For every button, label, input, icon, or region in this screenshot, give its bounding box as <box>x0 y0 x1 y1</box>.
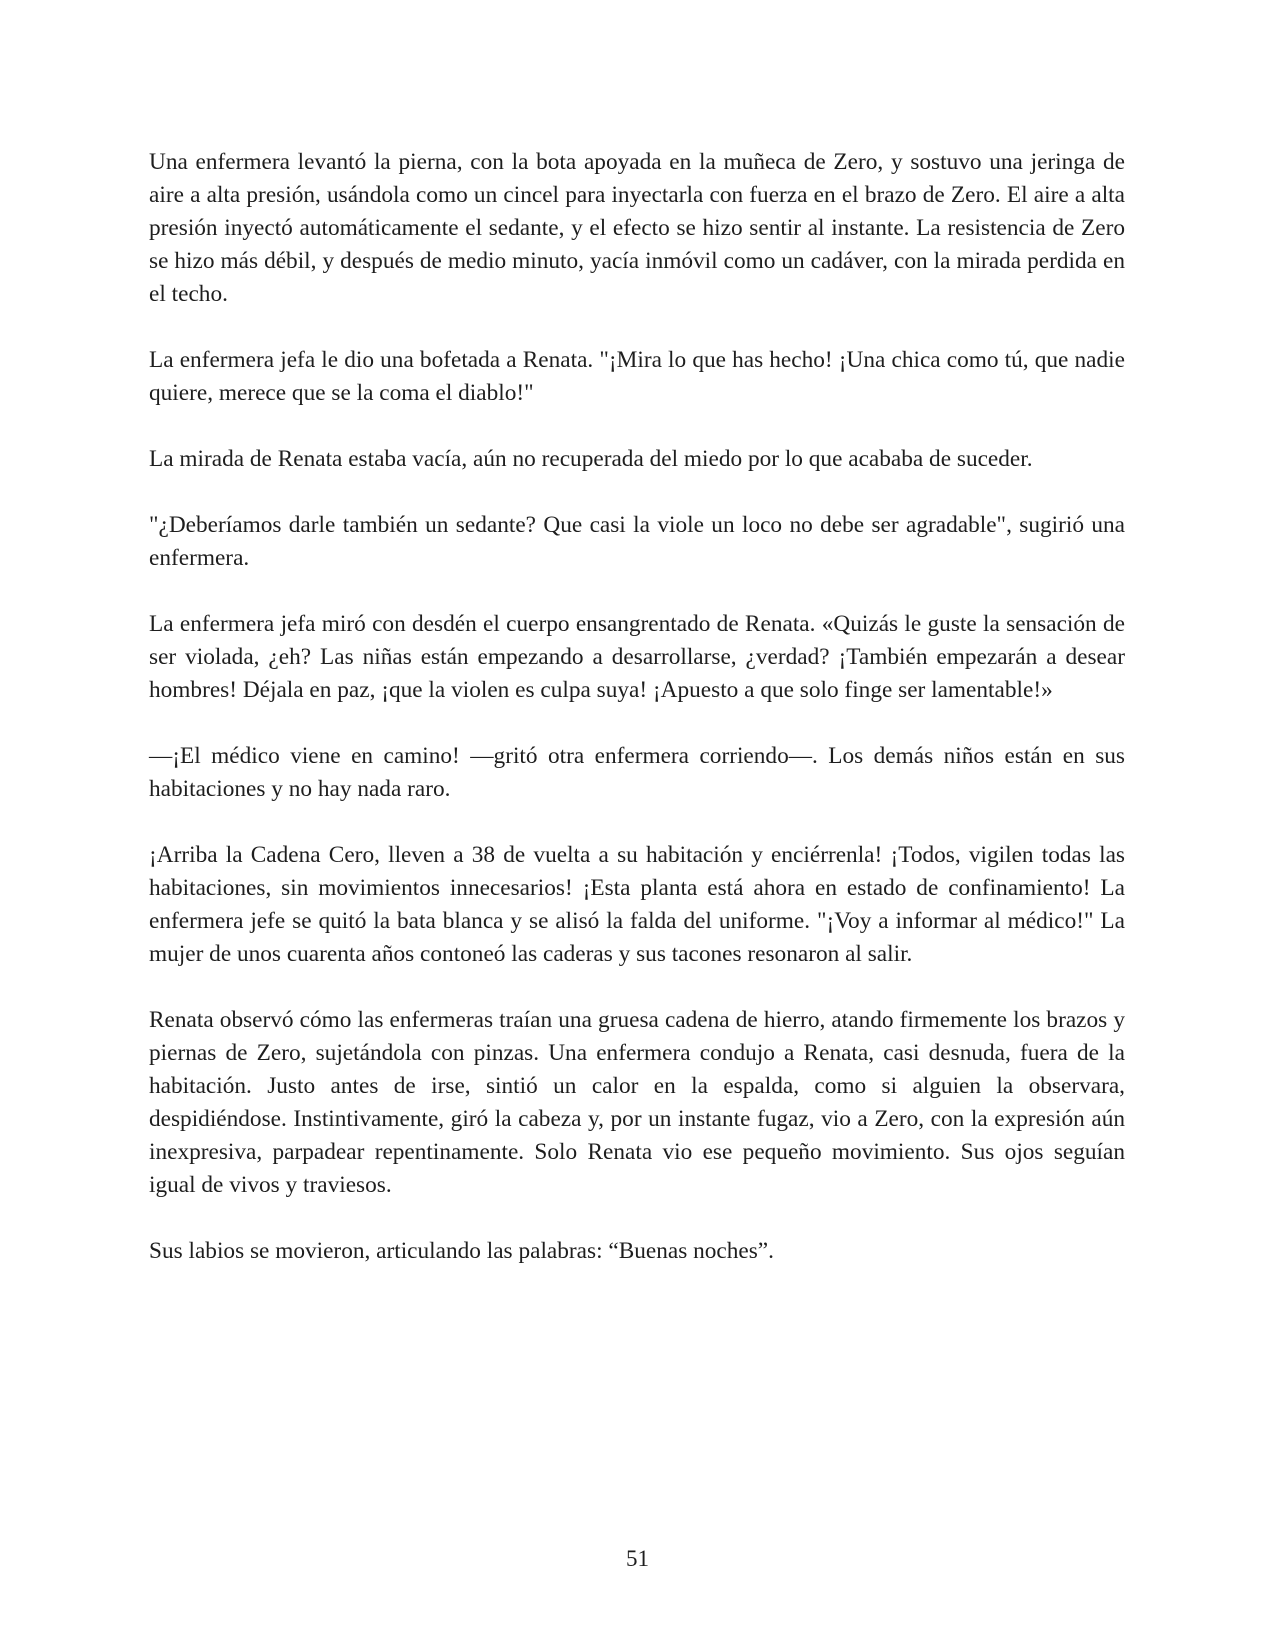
paragraph-2: La enfermera jefa le dio una bofetada a Renata. "¡Mira lo que has hecho! ¡Una chica como tú, que nadie quiere, merece que se la coma el diablo!" <box>149 347 1125 406</box>
page-number: 51 <box>626 1546 649 1571</box>
paragraph-9: Sus labios se movieron, articulando las palabras: “Buenas noches”. <box>149 1238 774 1264</box>
paragraph-5: La enfermera jefa miró con desdén el cuerpo ensangrentado de Renata. «Quizás le guste la sensación de ser violada, ¿eh? Las niñas están empezando a desarrollarse, ¿verdad? ¡También empezarán a desear hombres! Déjala en paz, ¡que la violen es culpa suya! ¡Apuesto a que solo finge ser lamentable!» <box>149 611 1125 703</box>
paragraph-8: Renata observó cómo las enfermeras traían una gruesa cadena de hierro, atando firmemente los brazos y piernas de Zero, sujetándola con pinzas. Una enfermera condujo a Renata, casi desnuda, fuera de la habitación. Justo antes de irse, sintió un calor en la espalda, como si alguien la observara, despidiéndose. Instintivamente, giró la cabeza y, por un instante fugaz, vio a Zero, con la expresión aún inexpresiva, parpadear repentinamente. Solo Renata vio ese pequeño movimiento. Sus ojos seguían igual de vivos y traviesos. <box>149 1007 1125 1198</box>
page-body <box>149 146 1125 1301</box>
paragraph-4: "¿Deberíamos darle también un sedante? Que casi la viole un loco no debe ser agradable", sugirió una enfermera. <box>149 512 1125 571</box>
paragraph-7: ¡Arriba la Cadena Cero, lleven a 38 de vuelta a su habitación y enciérrenla! ¡Todos, vigilen todas las habitaciones, sin movimientos innecesarios! ¡Esta planta está ahora en estado de confinamiento! La enfermera jefe se quitó la bata blanca y se alisó la falda del uniforme. "¡Voy a informar al médico!" La mujer de unos cuarenta años contoneó las caderas y sus tacones resonaron al salir. <box>149 842 1125 967</box>
paragraph-1: Una enfermera levantó la pierna, con la bota apoyada en la muñeca de Zero, y sostuvo una jeringa de aire a alta presión, usándola como un cincel para inyectarla con fuerza en el brazo de Zero. El aire a alta presión inyectó automáticamente el sedante, y el efecto se hizo sentir al instante. La resistencia de Zero se hizo más débil, y después de medio minuto, yacía inmóvil como un cadáver, con la mirada perdida en el techo. <box>149 149 1125 307</box>
paragraph-6: —¡El médico viene en camino! —gritó otra enfermera corriendo—. Los demás niños están en sus habitaciones y no hay nada raro. <box>149 743 1125 802</box>
paragraph-3: La mirada de Renata estaba vacía, aún no recuperada del miedo por lo que acababa de suceder. <box>149 446 1033 472</box>
